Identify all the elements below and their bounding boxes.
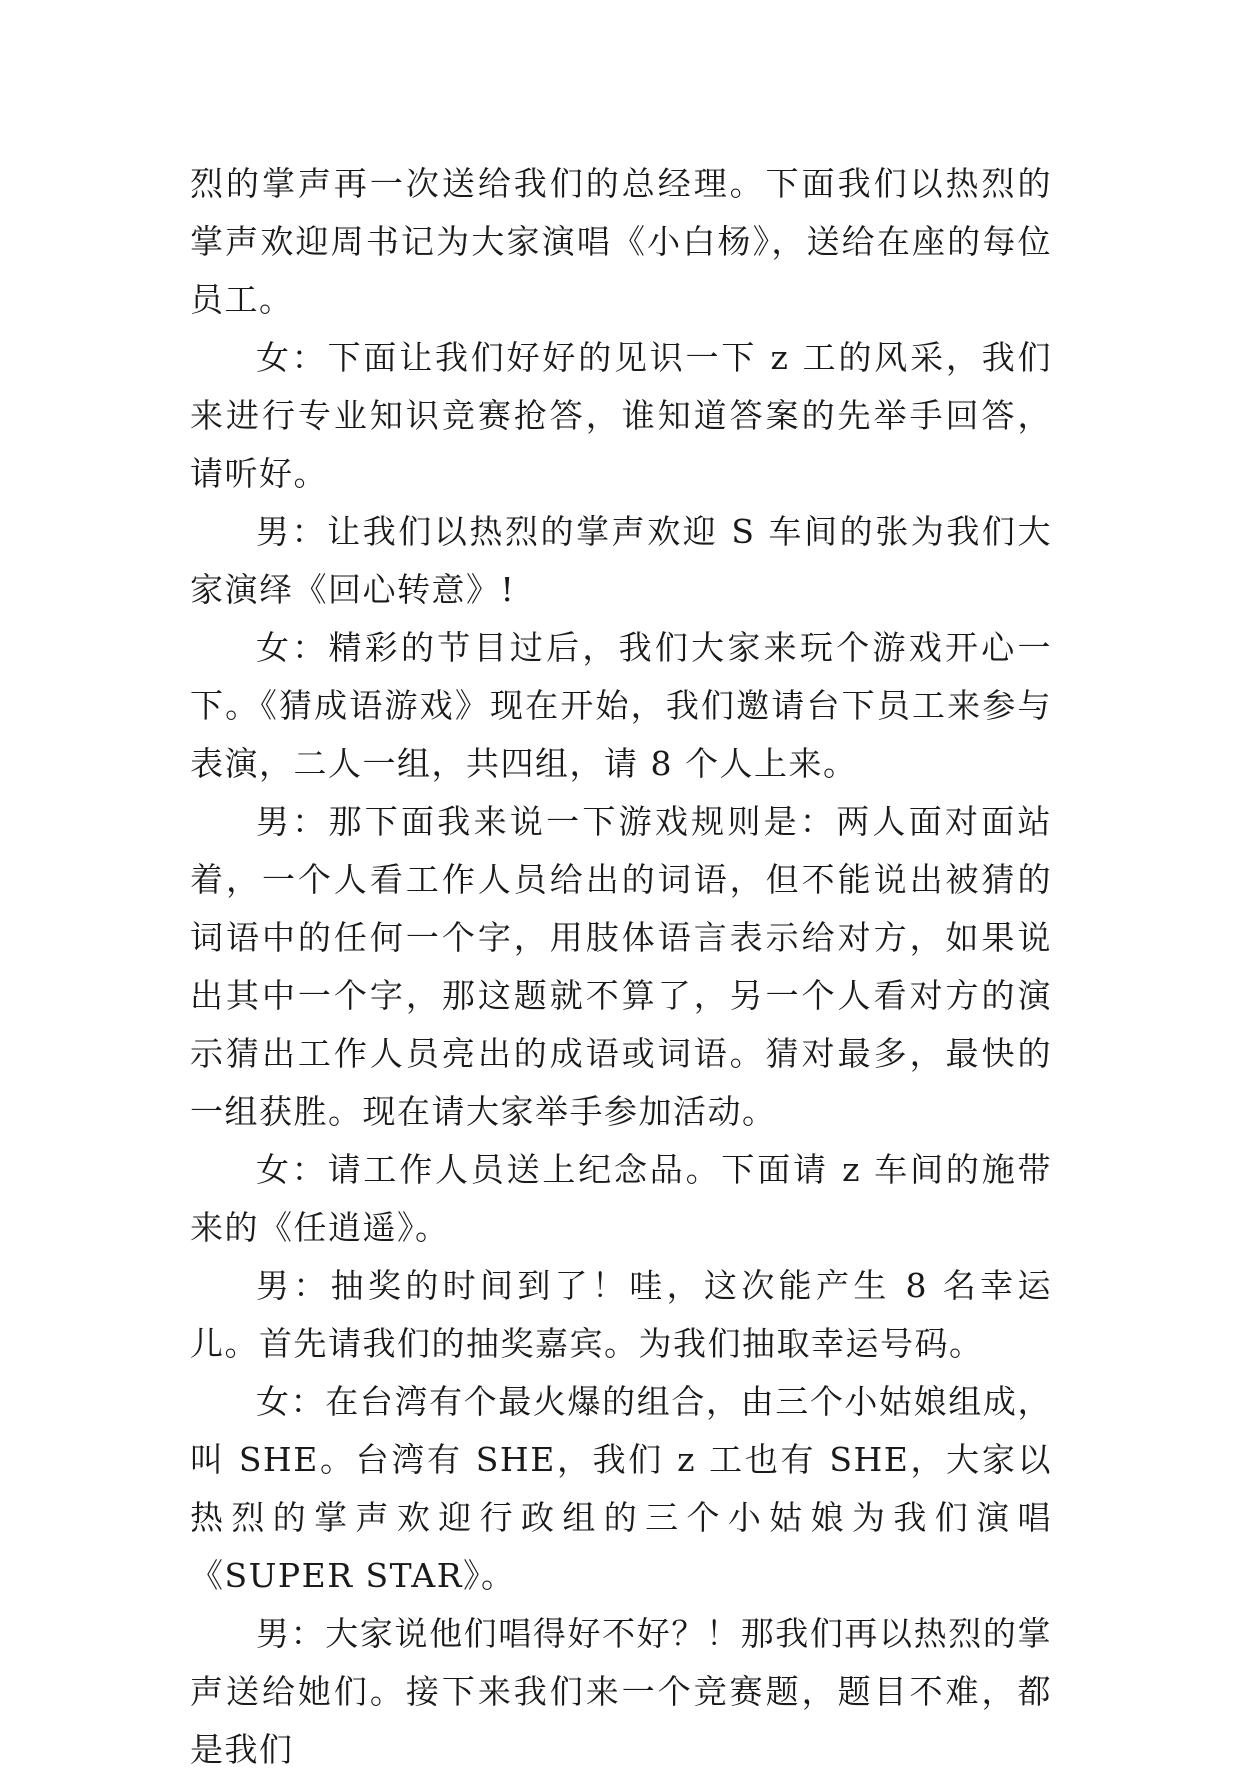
paragraph-continuation: 烈的掌声再一次送给我们的总经理。下面我们以热烈的掌声欢迎周书记为大家演唱《小白杨》，送给在座的每位员工。 [190, 164, 1052, 319]
paragraph-male-host-song: 男：让我们以热烈的掌声欢迎 S 车间的张为我们大家演绎《回心转意》! [190, 512, 1052, 609]
document-body [190, 155, 1052, 1779]
paragraph-male-host-lottery: 男：抽奖的时间到了！哇，这次能产生 8 名幸运儿。首先请我们的抽奖嘉宾。为我们抽取幸运号码。 [190, 1266, 1052, 1363]
paragraph-male-host-rules: 男：那下面我来说一下游戏规则是：两人面对面站着，一个人看工作人员给出的词语，但不能说出被猜的词语中的任何一个字，用肢体语言表示给对方，如果说出其中一个字，那这题就不算了，另一个人看对方的演示猜出工作人员亮出的成语或词语。猜对最多，最快的一组获胜。现在请大家举手参加活动。 [190, 802, 1052, 1131]
paragraph-female-host-quiz: 女：下面让我们好好的见识一下 z 工的风采，我们来进行专业知识竞赛抢答，谁知道答案的先举手回答，请听好。 [190, 338, 1052, 493]
paragraph-male-host-contest: 男：大家说他们唱得好不好？！那我们再以热烈的掌声送给她们。接下来我们来一个竞赛题，题目不难，都是我们 [190, 1614, 1052, 1769]
paragraph-female-host-she: 女：在台湾有个最火爆的组合，由三个小姑娘组成，叫 SHE。台湾有 SHE，我们 z 工也有 SHE，大家以热烈的掌声欢迎行政组的三个小姑娘为我们演唱《SUPER STAR》。 [190, 1382, 1052, 1595]
paragraph-female-host-game: 女：精彩的节目过后，我们大家来玩个游戏开心一下。《猜成语游戏》现在开始，我们邀请台下员工来参与表演，二人一组，共四组，请 8 个人上来。 [190, 628, 1052, 783]
paragraph-female-host-souvenir: 女：请工作人员送上纪念品。下面请 z 车间的施带来的《任逍遥》。 [190, 1150, 1052, 1247]
